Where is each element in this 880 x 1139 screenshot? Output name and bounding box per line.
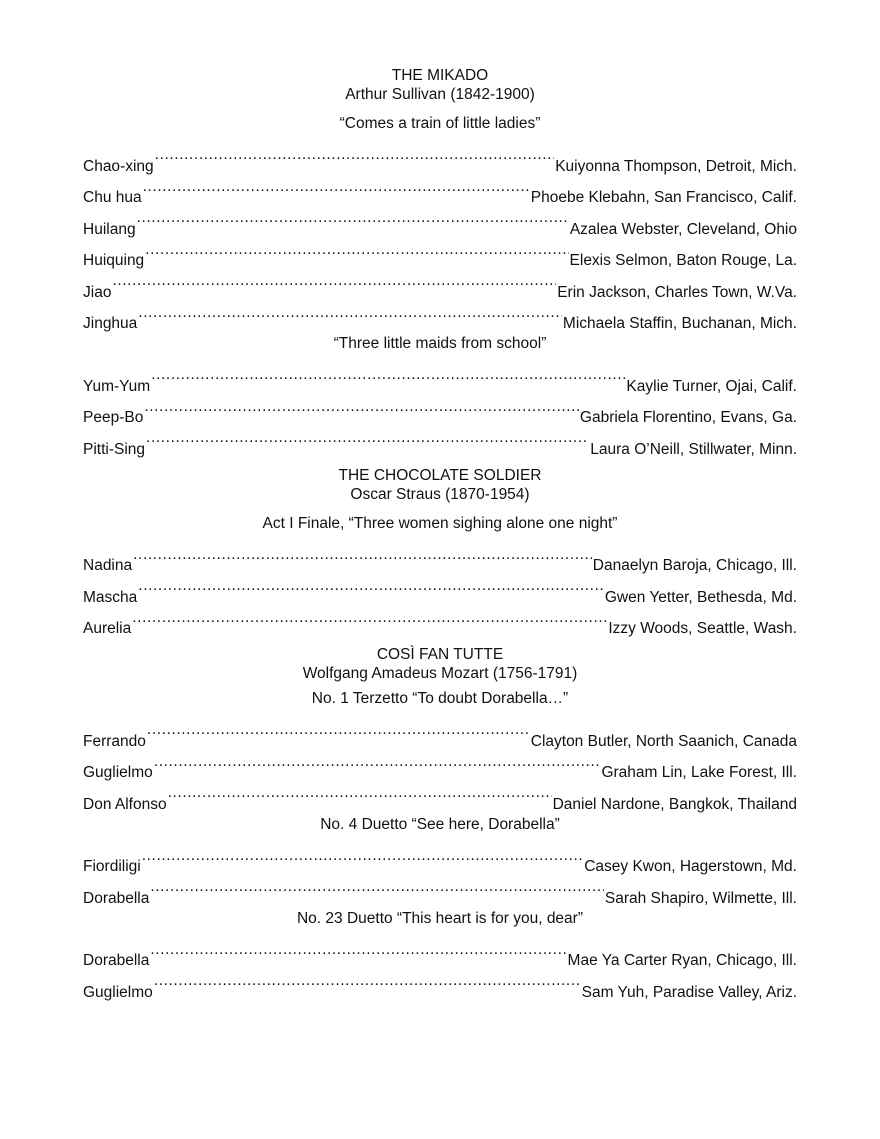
work-header xyxy=(83,645,797,683)
singer-name: Danaelyn Baroja, Chicago, Ill. xyxy=(592,557,797,574)
dot-leader xyxy=(145,234,568,266)
work-composer: Arthur Sullivan (1842-1900) xyxy=(345,86,535,103)
singer-name: Gwen Yetter, Bethesda, Md. xyxy=(604,588,797,606)
dot-leader xyxy=(150,871,604,903)
role-name: Aurelia xyxy=(83,620,132,637)
dot-leader xyxy=(168,777,552,809)
singer-name: Phoebe Klebahn, San Francisco, Calif. xyxy=(530,189,797,206)
singer-name: Gabriela Florentino, Evans, Ga. xyxy=(579,409,797,426)
work-title: THE CHOCOLATE SOLDIER xyxy=(338,466,542,484)
role-name: Peep-Bo xyxy=(83,409,144,426)
singer-name: Izzy Woods, Seattle, Wash. xyxy=(608,620,797,637)
singer-name: Graham Lin, Lake Forest, Ill. xyxy=(601,764,797,781)
role-name: Guglielmo xyxy=(83,983,153,1001)
role-name: Guglielmo xyxy=(83,764,153,781)
singer-name: Laura O’Neill, Stillwater, Minn. xyxy=(590,440,797,458)
dot-leader xyxy=(147,714,530,746)
number-title: No. 4 Duetto “See here, Dorabella” xyxy=(320,815,560,833)
cast-row xyxy=(83,359,797,395)
singer-name: Azalea Webster, Cleveland, Ohio xyxy=(569,220,797,238)
role-name: Mascha xyxy=(83,588,138,606)
work-title: COSÌ FAN TUTTE xyxy=(376,646,504,663)
singer-name: Kuiyonna Thompson, Detroit, Mich. xyxy=(555,157,797,175)
cast-row xyxy=(83,714,797,750)
role-name: Yum-Yum xyxy=(83,377,151,395)
singer-name: Elexis Selmon, Baton Rouge, La. xyxy=(569,252,797,269)
dot-leader xyxy=(150,934,566,966)
role-name: Dorabella xyxy=(83,889,150,907)
role-name: Huilang xyxy=(83,220,136,238)
number-title: Act I Finale, “Three women sighing alone one night” xyxy=(262,514,618,532)
work-section xyxy=(83,466,797,637)
work-section xyxy=(83,645,797,1001)
dot-leader xyxy=(138,297,562,329)
dot-leader xyxy=(143,171,530,203)
role-name: Ferrando xyxy=(83,732,146,750)
singer-name: Sarah Shapiro, Wilmette, Ill. xyxy=(604,889,797,907)
dot-leader xyxy=(155,139,555,171)
dot-leader xyxy=(132,602,607,634)
role-name: Chao-xing xyxy=(83,157,154,175)
cast-row xyxy=(83,840,797,875)
work-header xyxy=(83,66,797,104)
number-title: “Three little maids from school” xyxy=(333,335,547,352)
work-title: THE MIKADO xyxy=(391,67,489,84)
dot-leader xyxy=(133,539,592,571)
singer-name: Clayton Butler, North Saanich, Canada xyxy=(530,732,797,750)
dot-leader xyxy=(154,965,581,997)
role-name: Pitti-Sing xyxy=(83,440,146,458)
number-title: “Comes a train of little ladies” xyxy=(339,115,541,132)
dot-leader xyxy=(112,265,556,297)
work-composer: Oscar Straus (1870-1954) xyxy=(350,485,530,503)
role-name: Jiao xyxy=(83,283,112,301)
cast-row xyxy=(83,539,797,574)
work-composer: Wolfgang Amadeus Mozart (1756-1791) xyxy=(302,665,578,682)
dot-leader xyxy=(137,202,569,234)
role-name: Fiordiligi xyxy=(83,858,141,875)
dot-leader xyxy=(154,746,601,778)
singer-name: Sam Yuh, Paradise Valley, Ariz. xyxy=(581,983,797,1001)
singer-name: Michaela Staffin, Buchanan, Mich. xyxy=(562,315,797,332)
role-name: Jinghua xyxy=(83,315,138,332)
singer-name: Kaylie Turner, Ojai, Calif. xyxy=(626,377,797,395)
role-name: Huiquing xyxy=(83,252,145,269)
role-name: Chu hua xyxy=(83,189,142,206)
number-title: No. 1 Terzetto “To doubt Dorabella…” xyxy=(311,690,569,707)
singer-name: Mae Ya Carter Ryan, Chicago, Ill. xyxy=(567,952,797,969)
cast-row xyxy=(83,934,797,969)
work-header xyxy=(83,466,797,504)
singer-name: Erin Jackson, Charles Town, W.Va. xyxy=(557,283,797,301)
role-name: Nadina xyxy=(83,557,133,574)
dot-leader xyxy=(142,840,583,872)
dot-leader xyxy=(138,570,604,602)
cast-row xyxy=(83,139,797,175)
dot-leader xyxy=(144,391,579,423)
dot-leader xyxy=(151,359,625,391)
work-section xyxy=(83,66,797,458)
role-name: Don Alfonso xyxy=(83,795,167,813)
program-content xyxy=(83,66,797,1001)
role-name: Dorabella xyxy=(83,952,150,969)
singer-name: Daniel Nardone, Bangkok, Thailand xyxy=(552,795,797,813)
dot-leader xyxy=(146,422,589,454)
singer-name: Casey Kwon, Hagerstown, Md. xyxy=(584,858,797,875)
number-title: No. 23 Duetto “This heart is for you, dear” xyxy=(296,909,584,927)
